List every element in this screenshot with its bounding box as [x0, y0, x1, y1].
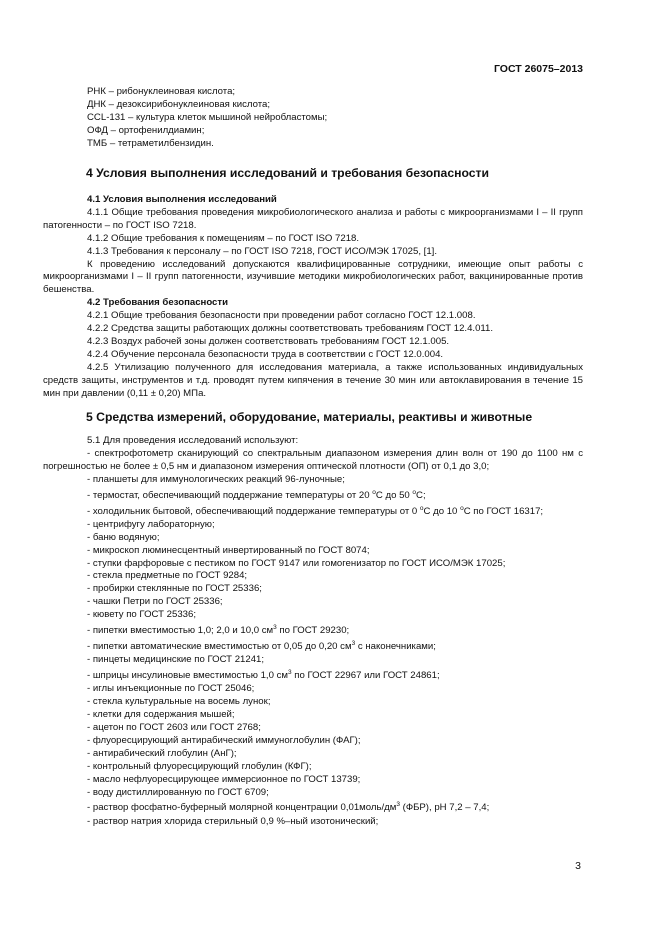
list-item: - клетки для содержания мышей;: [87, 709, 235, 721]
paragraph-5-1: 5.1 Для проведения исследований используют:: [87, 435, 299, 446]
list-item: - чашки Петри по ГОСТ 25336;: [87, 596, 223, 608]
section-4-title: 4 Условия выполнения исследований и требования безопасности: [86, 166, 489, 180]
list-item-pipettes: - пипетки вместимостью 1,0; 2,0 и 10,0 $см^3$ по ГОСТ 29230;: [87, 624, 350, 637]
paragraph-4-1-3: 4.1.3 Требования к персоналу – по ГОСТ ISO 7218, ГОСТ ИСО/МЭК 17025, [1].: [87, 245, 438, 257]
standard-header: ГОСТ 26075–2013: [493, 63, 583, 75]
list-item: - центрифугу лабораторную;: [87, 518, 215, 530]
list-item: - флуоресцирующий антирабический иммуноглобулин (ФАГ);: [87, 734, 361, 746]
list-item: - ступки фарфоровые с пестиком по ГОСТ 9147 или гомогенизатор по ГОСТ ИСО/МЭК 17025;: [87, 557, 506, 569]
paragraph-4-1-2: 4.1.2 Общие требования к помещениям – по ГОСТ ISO 7218.: [87, 232, 360, 244]
list-item-spectrophotometer: - спектрофотометр сканирующий со спектральным диапазоном измерения длин волн от 190 до 1100 нм с погрешностью не более ± 0,5 нм и диапазоном измерения оптической плотности (ОП) от 0,1 до 3,0;: [43, 447, 583, 472]
list-item: - стекла культуральные на восемь лунок;: [87, 696, 271, 708]
subsection-4-2-title: 4.2 Требования безопасности: [87, 297, 228, 309]
abbreviation-item: ТМБ – тетраметилбензидин.: [87, 137, 214, 149]
paragraph-4-1-4: К проведению исследований допускаются квалифицированные сотрудники, имеющие опыт работы с микроорганизмами I – II групп патогенности, изучившие методики микробиологических работ, вакцинированные против бешенства.: [43, 258, 583, 296]
list-item-fridge: - холодильник бытовой, обеспечивающий поддержание температуры от 0 $^о$С до 10 $^о$С по ГОСТ 16317;: [87, 504, 544, 517]
list-item-auto-pipettes: - пипетки автоматические вместимостью от 0,05 до 0,20 $см^3$ с наконечниками;: [87, 640, 436, 653]
paragraph-4-2-4: 4.2.4 Обучение персонала безопасности труда в соответствии с ГОСТ 12.0.004.: [87, 348, 444, 360]
list-item: - стекла предметные по ГОСТ 9284;: [87, 570, 248, 582]
list-item: - контрольный флуоресцирующий глобулин (КФГ);: [87, 760, 312, 772]
list-item: - микроскоп люминесцентный инвертированный по ГОСТ 8074;: [87, 544, 370, 556]
paragraph-4-2-3: 4.2.3 Воздух рабочей зоны должен соответствовать требованиям ГОСТ 12.1.005.: [87, 335, 450, 347]
section-5-body: [43, 435, 583, 828]
abbreviation-item: ССL-131 – культура клеток мышиной нейробластомы;: [87, 111, 328, 123]
paragraph-4-2-2: 4.2.2 Средства защиты работающих должны соответствовать требованиям ГОСТ 12.4.011.: [87, 323, 494, 335]
list-item-tweezers: - пинцеты медицинские по ГОСТ 21241;: [87, 654, 265, 666]
abbreviation-item: ДНК – дезоксирибонуклеиновая кислота;: [87, 98, 270, 110]
list-item-tablets: - планшеты для иммунологических реакций 96-луночные;: [87, 473, 345, 485]
list-item-sodium-chloride: - раствор натрия хлорида стерильный 0,9 %–ный изотонический;: [87, 815, 379, 827]
paragraph-4-2-5: 4.2.5 Утилизацию полученного для исследования материала, а также использованных индивидуальных средств защиты, инструментов и т.д. проводят путем кипячения в течение 30 мин или автоклавирования в течение 15 мин при давлении (0,11 ± 0,20) МПа.: [43, 361, 583, 399]
list-item-phosphate-buffer: - раствор фосфатно-буферный молярной концентрации $0,01моль/дм^3$ (ФБР), pH 7,2 – 7,4;: [87, 801, 490, 814]
page-number: 3: [575, 860, 581, 872]
subsection-4-1-title: 4.1 Условия выполнения исследований: [87, 194, 277, 205]
list-item: - воду дистиллированную по ГОСТ 6709;: [87, 786, 269, 798]
list-item: - пробирки стеклянные по ГОСТ 25336;: [87, 583, 262, 595]
paragraph-4-2-1: 4.2.1 Общие требования безопасности при проведении работ согласно ГОСТ 12.1.008.: [87, 310, 476, 322]
abbreviations-list: [43, 86, 627, 151]
section-5-title: 5 Средства измерений, оборудование, материалы, реактивы и животные: [86, 410, 533, 424]
list-item: - ацетон по ГОСТ 2603 или ГОСТ 2768;: [87, 721, 261, 733]
list-item: - антирабический глобулин (АнГ);: [87, 747, 237, 759]
paragraph-4-1-1: 4.1.1 Общие требования проведения микробиологического анализа и работы с микроорганизмами I – II групп патогенности – по ГОСТ ISO 7218.: [43, 206, 583, 231]
list-item: - кювету по ГОСТ 25336;: [87, 609, 197, 621]
list-item-syringes: - шприцы инсулиновые вместимостью 1,0 $см^3$ по ГОСТ 22967 или ГОСТ 24861;: [87, 669, 440, 682]
section-4-body: [43, 194, 583, 401]
list-item: - масло нефлуоресцирующее иммерсионное по ГОСТ 13739;: [87, 773, 361, 785]
list-item-thermostat: - термостат, обеспечивающий поддержание температуры от 20 $^о$С до 50 $^о$С;: [87, 488, 426, 501]
list-item: - иглы инъекционные по ГОСТ 25046;: [87, 683, 255, 695]
abbreviation-item: ОФД – ортофенилдиамин;: [87, 124, 205, 136]
list-item: - баню водяную;: [87, 531, 160, 543]
abbreviation-item: РНК – рибонуклеиновая кислота;: [87, 86, 236, 97]
